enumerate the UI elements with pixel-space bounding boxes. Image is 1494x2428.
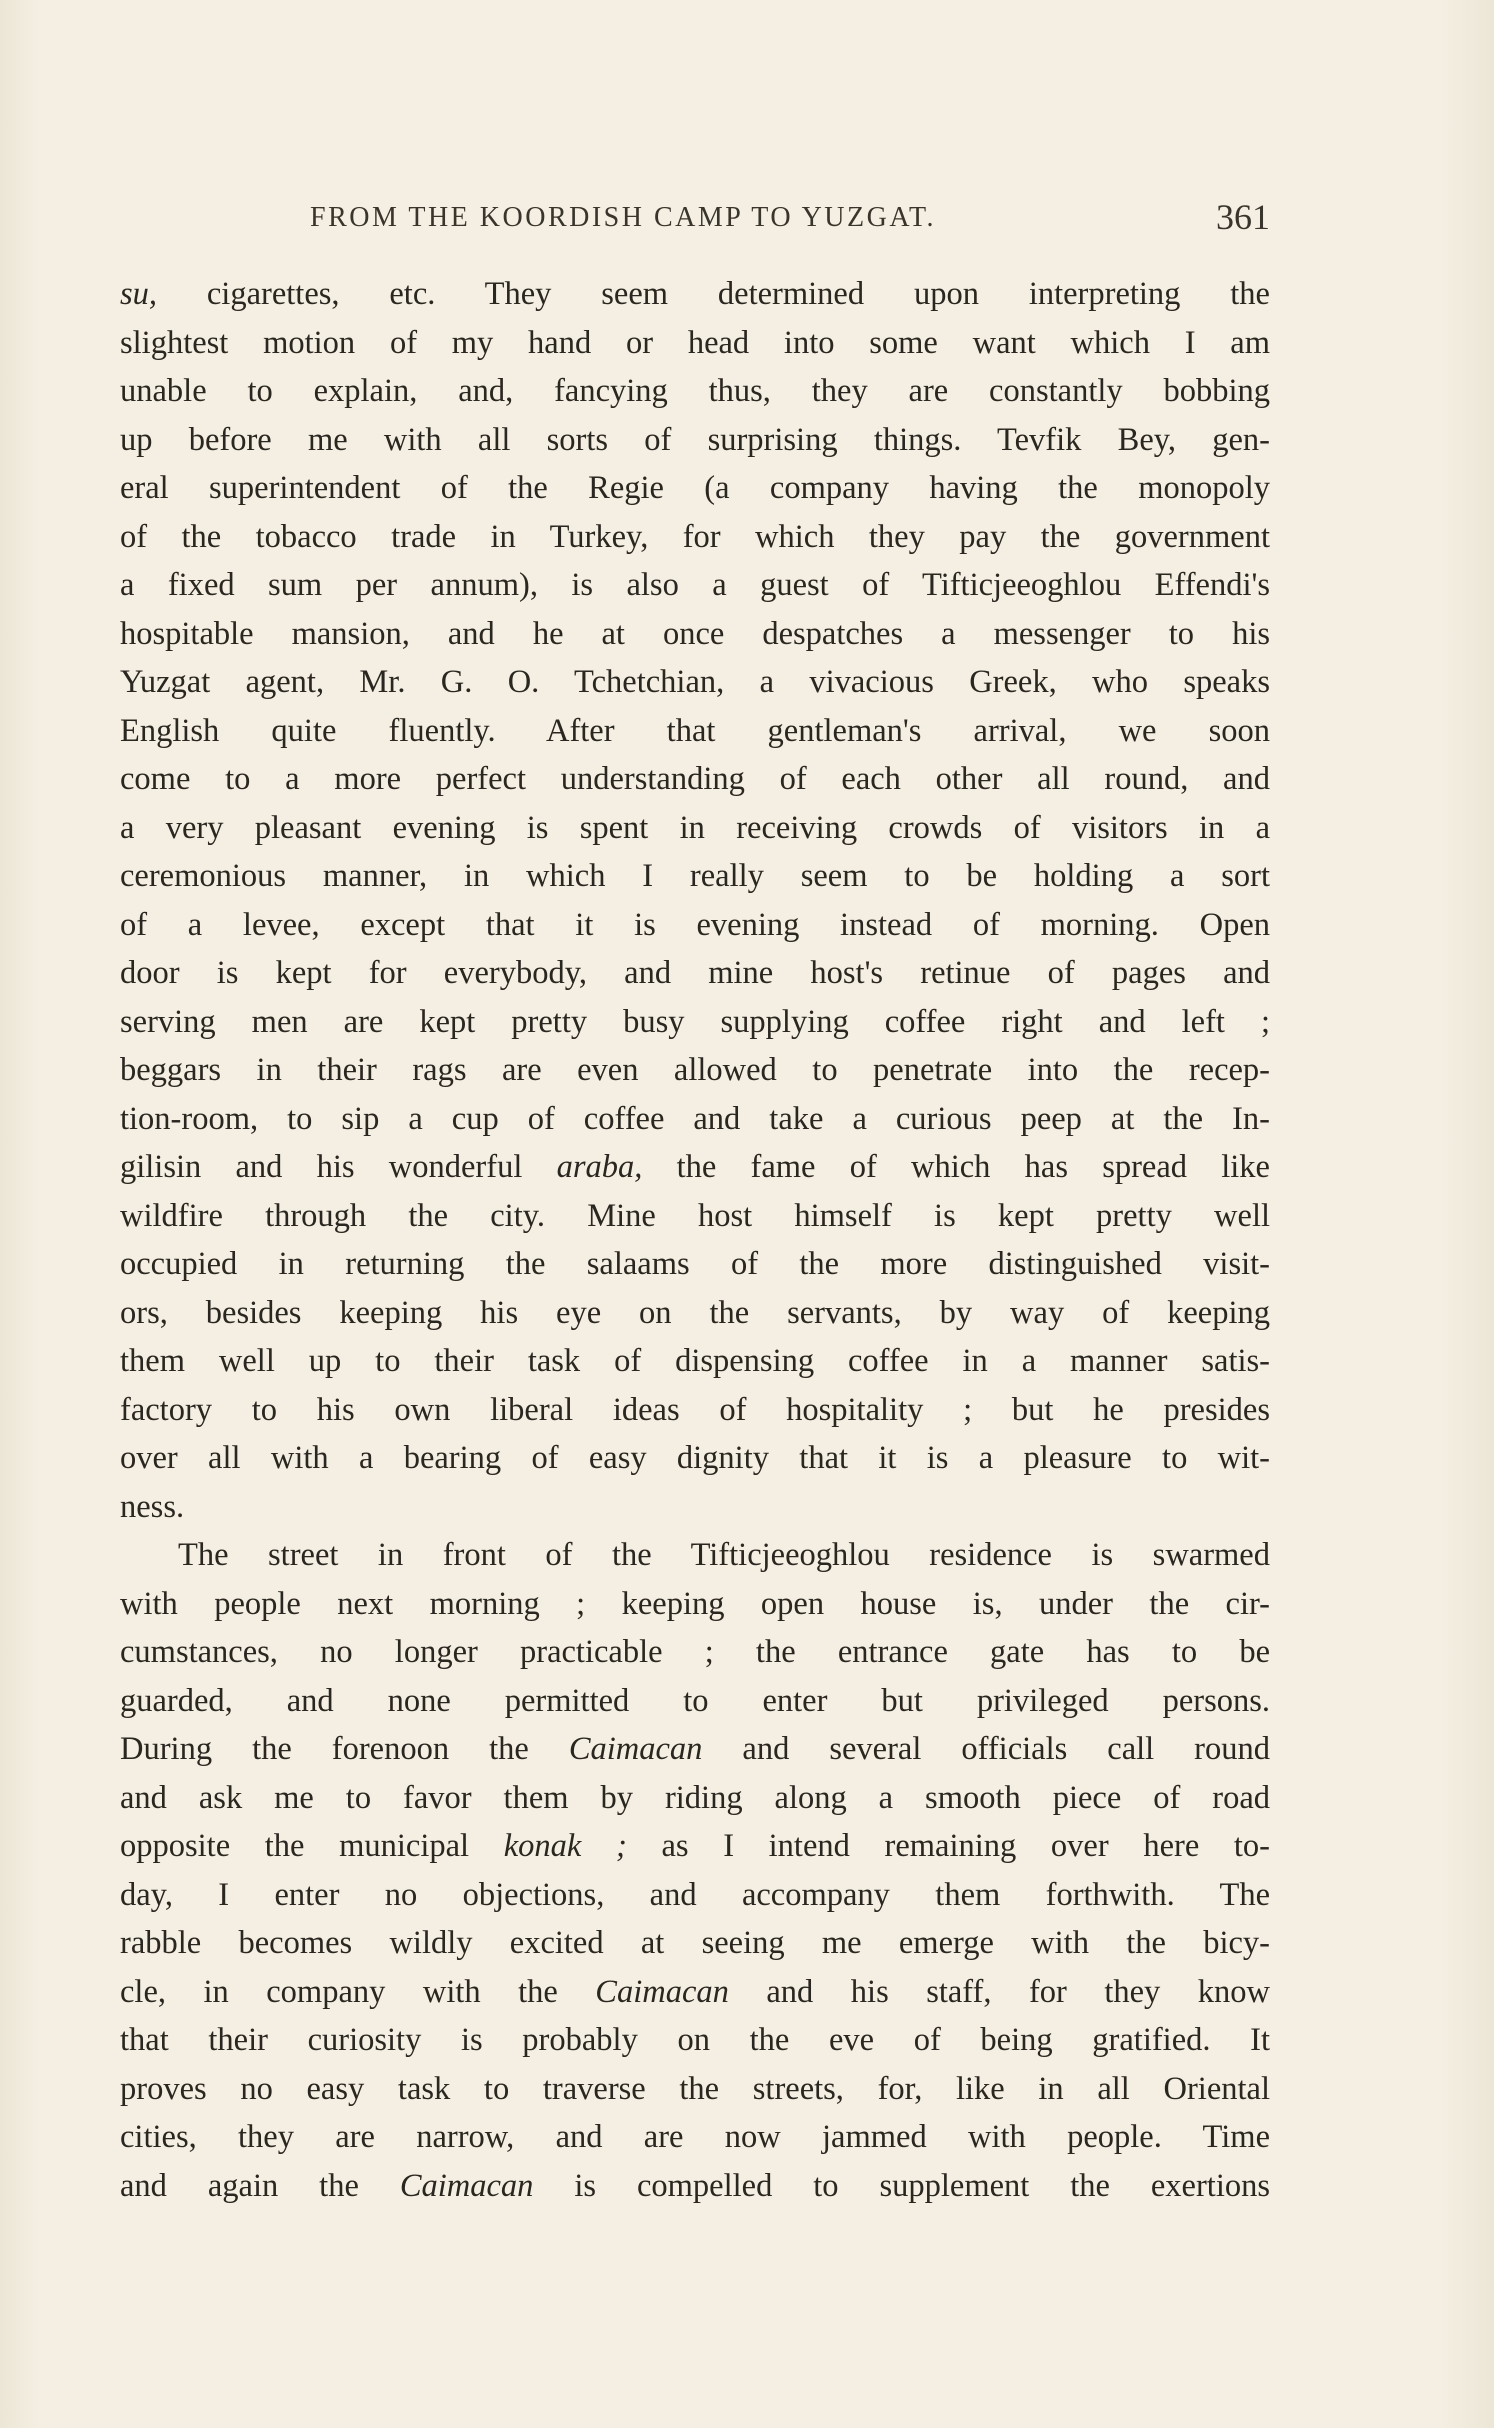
text-line	[120, 1483, 1270, 1532]
text-line	[120, 1774, 1270, 1823]
text-segment: During the forenoon the	[120, 1731, 569, 1767]
text-line	[120, 1240, 1270, 1289]
text-segment: factory to his own liberal ideas of hospitality ; but he presides	[120, 1391, 1270, 1428]
text-line	[120, 416, 1270, 465]
text-line	[120, 2113, 1270, 2162]
text-line	[120, 610, 1270, 659]
text-line	[120, 1822, 1270, 1871]
text-line	[120, 1580, 1270, 1629]
text-segment: Yuzgat agent, Mr. G. O. Tchetchian, a vivacious Greek, who speaks	[120, 664, 1270, 700]
text-segment: a fixed sum per annum), is also a guest of Tifticjeeoghlou Effendi's	[120, 567, 1270, 603]
text-line	[120, 270, 1270, 319]
italic-text: konak ;	[503, 1828, 627, 1864]
italic-text: Caimacan	[595, 1973, 729, 2010]
text-line	[120, 561, 1270, 610]
text-line	[120, 367, 1270, 416]
text-line	[120, 1434, 1270, 1483]
text-segment: and ask me to favor them by riding along a smooth piece of road	[120, 1779, 1270, 1816]
text-segment: the fame of which has spread like	[642, 1149, 1270, 1185]
text-line	[120, 755, 1270, 804]
text-segment: cle, in company with the	[120, 1973, 596, 2010]
text-segment: gilisin and his wonderful	[120, 1149, 557, 1185]
text-segment: cities, they are narrow, and are now jammed with people. Time	[120, 2119, 1270, 2155]
text-line	[120, 1677, 1270, 1726]
text-line	[120, 901, 1270, 950]
text-segment: up before me with all sorts of surprising things. Tevfik Bey, gen-	[120, 421, 1270, 458]
italic-text: Caimacan	[399, 2167, 534, 2204]
text-segment: hospitable mansion, and he at once despatches a messenger to his	[120, 615, 1270, 652]
text-line	[120, 949, 1270, 998]
text-segment: cumstances, no longer practicable ; the entrance gate has to be	[120, 1634, 1270, 1670]
text-line	[120, 658, 1270, 707]
text-segment: that their curiosity is probably on the eve of being gratified. It	[120, 2022, 1270, 2058]
text-line	[120, 1871, 1270, 1920]
text-segment: and again the	[120, 2167, 400, 2204]
text-line	[120, 2162, 1270, 2211]
running-head: FROM THE KOORDISH CAMP TO YUZGAT.	[310, 202, 936, 233]
page-number: 361	[1216, 197, 1270, 237]
text-segment: serving men are kept pretty busy supplying coffee right and left ;	[120, 1003, 1270, 1040]
text-line	[120, 1725, 1270, 1774]
text-segment: The street in front of the Tifticjeeoghlou residence is swarmed	[178, 1537, 1270, 1573]
text-segment: them well up to their task of dispensing coffee in a manner satis-	[120, 1343, 1270, 1379]
text-line	[120, 1046, 1270, 1095]
text-line	[120, 2065, 1270, 2114]
text-segment: ors, besides keeping his eye on the servants, by way of keeping	[120, 1294, 1270, 1331]
text-segment: cigarettes, etc. They seem determined upon interpreting the	[157, 276, 1270, 312]
text-line	[120, 513, 1270, 562]
text-segment: day, I enter no objections, and accompany them forthwith. The	[120, 1876, 1270, 1913]
text-line	[120, 1919, 1270, 1968]
text-segment: over all with a bearing of easy dignity that it is a pleasure to wit-	[120, 1440, 1270, 1476]
text-line	[120, 998, 1270, 1047]
text-segment: come to a more perfect understanding of each other all round, and	[120, 761, 1270, 797]
text-line	[120, 1095, 1270, 1144]
text-line	[120, 464, 1270, 513]
text-segment: eral superintendent of the Regie (a company having the monopoly	[120, 470, 1270, 506]
text-line	[120, 1968, 1270, 2017]
text-line	[120, 804, 1270, 853]
text-line	[120, 1337, 1270, 1386]
text-segment: wildfire through the city. Mine host himself is kept pretty well	[120, 1197, 1270, 1234]
text-segment: ceremonious manner, in which I really seem to be holding a sort	[120, 858, 1270, 894]
text-segment: is compelled to supplement the exertions	[533, 2167, 1270, 2204]
text-segment: of a levee, except that it is evening instead of morning. Open	[120, 906, 1270, 943]
text-line	[120, 2016, 1270, 2065]
text-segment: as I intend remaining over here to-	[626, 1828, 1270, 1864]
text-segment: and his staff, for they know	[728, 1973, 1270, 2010]
text-segment: tion-room, to sip a cup of coffee and take a curious peep at the In-	[120, 1100, 1270, 1137]
body-text	[120, 270, 1270, 2210]
text-line	[120, 707, 1270, 756]
text-line	[120, 1628, 1270, 1677]
text-segment: unable to explain, and, fancying thus, they are constantly bobbing	[120, 373, 1270, 409]
text-segment: door is kept for everybody, and mine host's retinue of pages and	[120, 955, 1270, 991]
text-segment: slightest motion of my hand or head into some want which I am	[120, 324, 1270, 361]
text-segment: ness.	[120, 1488, 185, 1525]
text-line	[120, 852, 1270, 901]
text-segment: of the tobacco trade in Turkey, for which they pay the government	[120, 518, 1270, 555]
text-segment: guarded, and none permitted to enter but privileged persons.	[120, 1682, 1270, 1719]
italic-text: araba,	[556, 1149, 643, 1185]
italic-text: su,	[120, 276, 158, 312]
text-line	[120, 319, 1270, 368]
italic-text: Caimacan	[568, 1731, 703, 1767]
text-segment: and several officials call round	[702, 1731, 1270, 1767]
text-line	[120, 1531, 1270, 1580]
text-segment: proves no easy task to traverse the streets, for, like in all Oriental	[120, 2070, 1270, 2107]
text-segment: occupied in returning the salaams of the more distinguished visit-	[120, 1246, 1270, 1282]
text-line	[120, 1289, 1270, 1338]
text-line	[120, 1192, 1270, 1241]
text-segment: a very pleasant evening is spent in receiving crowds of visitors in a	[120, 809, 1270, 846]
text-segment: rabble becomes wildly excited at seeing me emerge with the bicy-	[120, 1925, 1270, 1961]
text-segment: English quite fluently. After that gentleman's arrival, we soon	[120, 712, 1270, 749]
text-segment: opposite the municipal	[120, 1828, 504, 1864]
text-segment: beggars in their rags are even allowed to penetrate into the recep-	[120, 1052, 1270, 1088]
text-line	[120, 1386, 1270, 1435]
page-header	[120, 196, 1270, 246]
text-segment: with people next morning ; keeping open house is, under the cir-	[120, 1585, 1270, 1622]
text-line	[120, 1143, 1270, 1192]
